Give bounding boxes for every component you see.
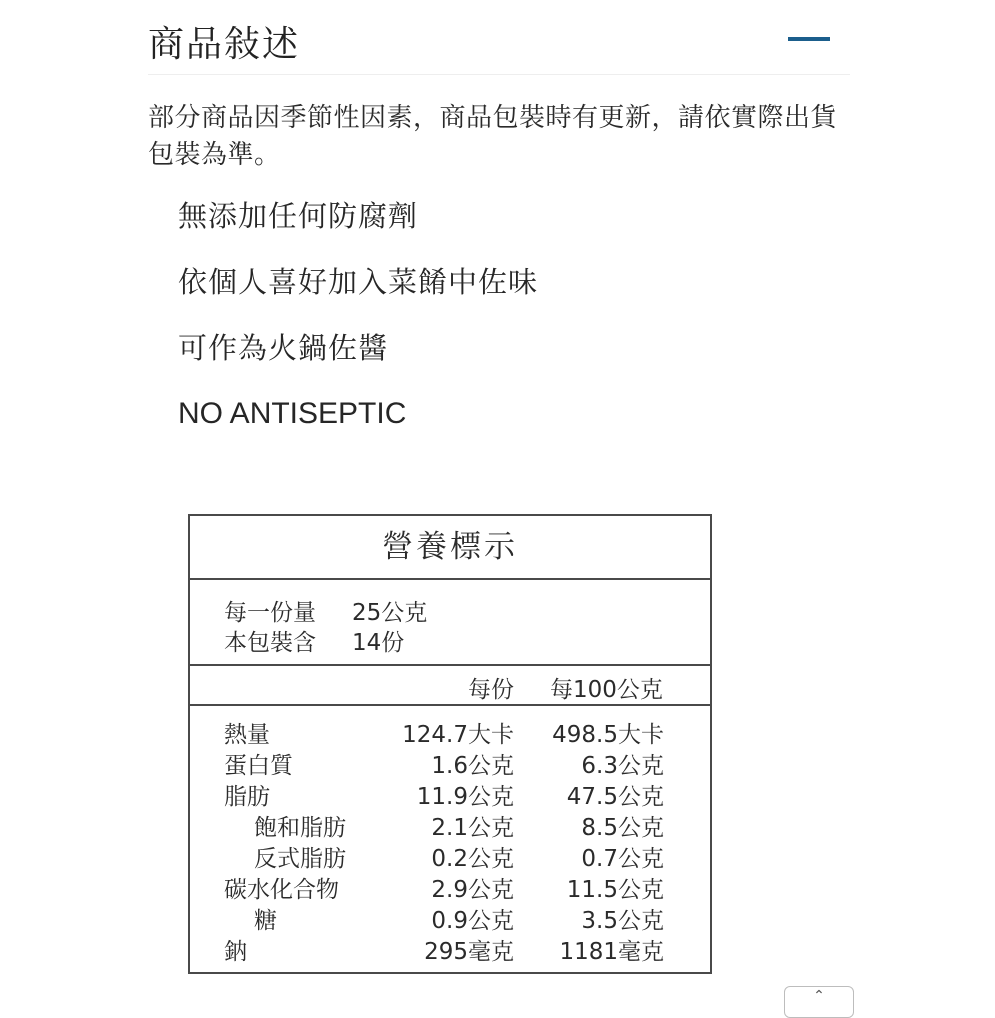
scroll-to-top-button[interactable]	[784, 986, 854, 1018]
nutrient-name: 熱量	[224, 722, 270, 748]
col-per-serving: 每份	[468, 677, 514, 703]
per-serving-value: 295毫克	[424, 939, 514, 965]
table-row	[190, 809, 710, 840]
collapse-button[interactable]	[788, 18, 830, 60]
per-100g-value: 6.3公克	[581, 753, 664, 779]
servings-label: 本包裝含	[224, 630, 316, 656]
table-row	[190, 902, 710, 933]
per-100g-value: 8.5公克	[581, 815, 664, 841]
per-100g-value: 3.5公克	[581, 908, 664, 934]
serving-info	[190, 580, 710, 666]
per-100g-value: 1181毫克	[559, 939, 664, 965]
nutrient-name: 蛋白質	[224, 753, 293, 779]
feature-list	[178, 196, 538, 460]
section-title: 商品敍述	[148, 24, 301, 65]
per-100g-value: 47.5公克	[566, 784, 664, 810]
per-serving-value: 0.2公克	[431, 846, 514, 872]
nutrient-name: 碳水化合物	[224, 877, 339, 903]
per-serving-value: 11.9公克	[416, 784, 514, 810]
per-serving-value: 2.9公克	[431, 877, 514, 903]
chevron-up-icon: ⌃	[813, 988, 825, 1004]
col-per-100g: 每100公克	[550, 677, 663, 703]
table-row	[190, 933, 710, 964]
per-serving-value: 124.7大卡	[402, 722, 514, 748]
nutrient-name: 糖	[254, 908, 277, 934]
minus-icon	[788, 37, 830, 41]
table-row	[190, 716, 710, 747]
per-serving-value: 0.9公克	[431, 908, 514, 934]
feature-item: 無添加任何防腐劑	[178, 199, 419, 233]
per-serving-value: 1.6公克	[431, 753, 514, 779]
serving-size-value: 25公克	[352, 600, 428, 626]
table-row	[190, 871, 710, 902]
product-description-header[interactable]	[148, 0, 850, 75]
table-row	[190, 778, 710, 809]
table-row	[190, 840, 710, 871]
feature-item: 可作為火鍋佐醬	[178, 331, 389, 365]
packaging-notice: 部分商品因季節性因素，商品包裝時有更新，請依實際出貨包裝為準。	[148, 103, 838, 170]
per-serving-value: 2.1公克	[431, 815, 514, 841]
servings-value: 14份	[352, 630, 405, 656]
nutrient-name: 飽和脂肪	[254, 815, 346, 841]
per-100g-value: 0.7公克	[581, 846, 664, 872]
feature-item: NO ANTISEPTIC	[178, 397, 407, 430]
per-100g-value: 498.5大卡	[552, 722, 664, 748]
nutrient-name: 脂肪	[224, 784, 270, 810]
feature-item: 依個人喜好加入菜餚中佐味	[178, 265, 539, 299]
nutrient-name: 反式脂肪	[254, 846, 346, 872]
nutrition-facts-label	[188, 514, 712, 974]
nutrition-title: 營養標示	[190, 516, 710, 580]
serving-size-label: 每一份量	[224, 600, 316, 626]
table-row	[190, 747, 710, 778]
nutrition-column-header	[190, 666, 710, 706]
per-100g-value: 11.5公克	[566, 877, 664, 903]
nutrient-name: 鈉	[224, 939, 247, 965]
